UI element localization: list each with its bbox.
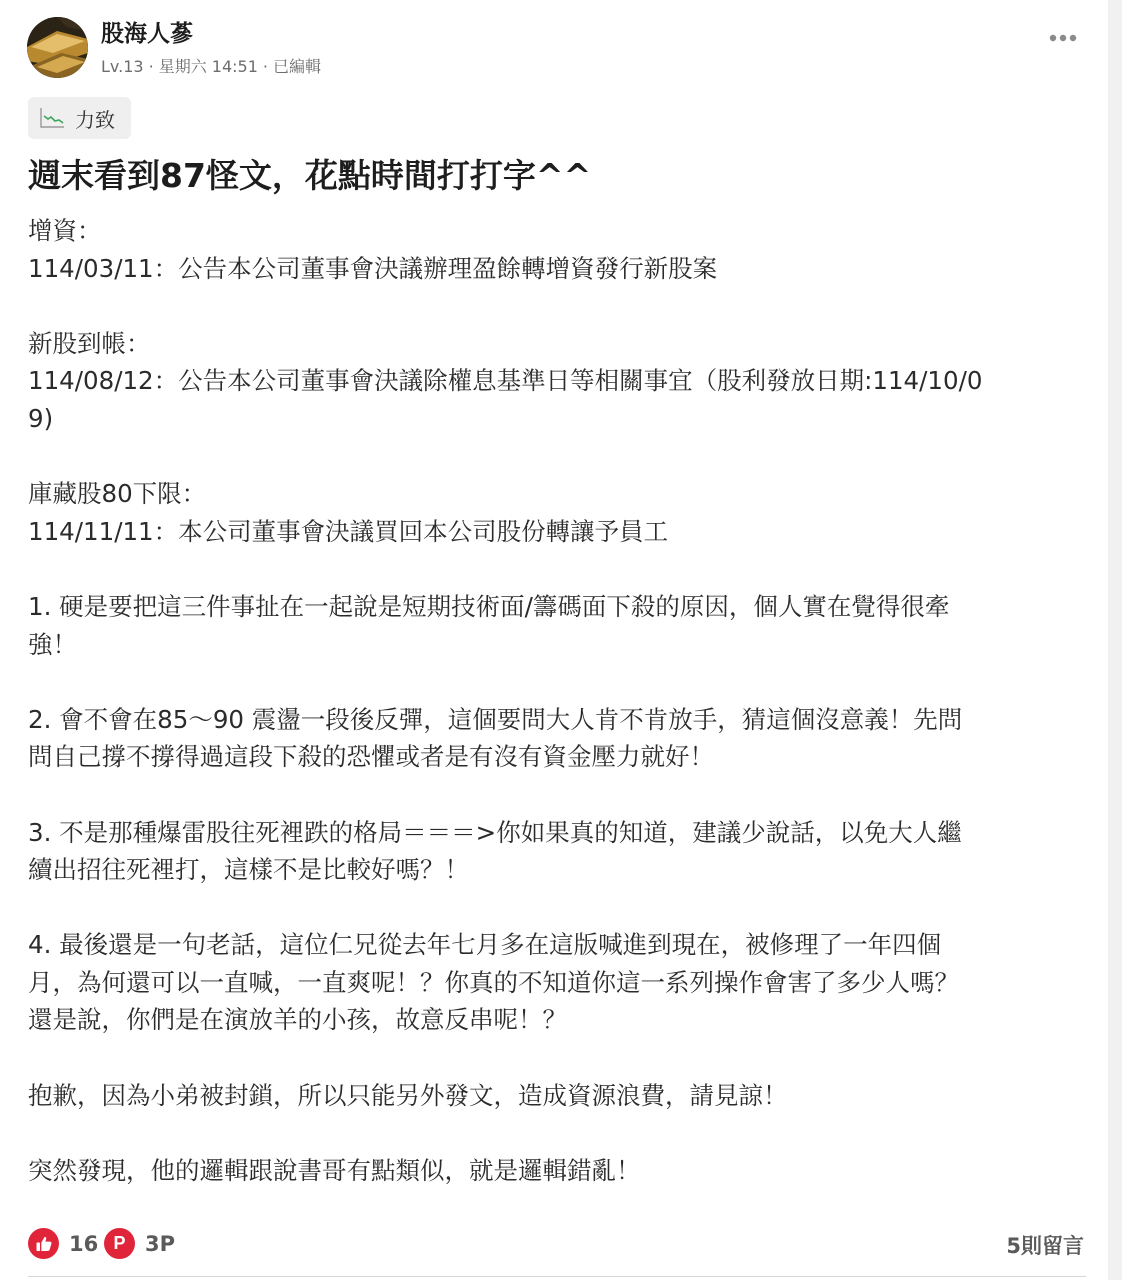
points-reaction[interactable] bbox=[104, 1228, 175, 1259]
body-text-line: 9) bbox=[28, 403, 54, 433]
body-text-line: 114/11/11：本公司董事會決議買回本公司股份轉讓予員工 bbox=[28, 516, 669, 546]
body-text-line: 114/03/11：公告本公司董事會決議辦理盈餘轉增資發行新股案 bbox=[28, 253, 718, 283]
comment-count-link[interactable]: 5則留言 bbox=[1006, 1234, 1084, 1258]
blank-line bbox=[28, 1039, 1078, 1077]
body-text-line: 4. 最後還是一句老話，這位仁兄從去年七月多在這版喊進到現在，被修理了一年四個 bbox=[28, 930, 942, 960]
more-options-button[interactable] bbox=[1045, 26, 1081, 50]
divider bbox=[28, 1276, 1086, 1277]
blank-line bbox=[28, 663, 1078, 701]
meta-separator: · bbox=[148, 57, 154, 76]
body-text-line: 2. 會不會在85～90 震盪一段後反彈，這個要問大人肯不肯放手，猜這個沒意義！先問 bbox=[28, 704, 963, 734]
more-horizontal-icon bbox=[1045, 26, 1081, 50]
like-count: 16 bbox=[69, 1231, 99, 1256]
post-title: 週末看到87怪文，花點時間打打字^^ bbox=[28, 156, 592, 195]
post-time: 星期六 14:51 bbox=[158, 57, 258, 76]
blank-line bbox=[28, 438, 1078, 476]
body-text-line: 強！ bbox=[28, 629, 77, 659]
post-body bbox=[28, 212, 1078, 1189]
blank-line bbox=[28, 1114, 1078, 1152]
body-text-line: 1. 硬是要把這三件事扯在一起說是短期技術面/籌碼面下殺的原因，個人實在覺得很牽 bbox=[28, 591, 950, 621]
blank-line bbox=[28, 889, 1078, 927]
body-text-line: 還是說，你們是在演放羊的小孩，故意反串呢！？ bbox=[28, 1005, 567, 1035]
blank-line bbox=[28, 287, 1078, 325]
body-text-line: 增資： bbox=[28, 216, 102, 245]
blank-line bbox=[28, 550, 1078, 588]
body-text-line: 月，為何還可以一直喊，一直爽呢！？你真的不知道你這一系列操作會害了多少人嗎？ bbox=[28, 967, 959, 997]
body-text-line: 突然發現，他的邏輯跟說書哥有點類似，就是邏輯錯亂！ bbox=[28, 1155, 641, 1185]
body-text-line: 續出招往死裡打，這樣不是比較好嗎？！ bbox=[28, 855, 469, 885]
author-level: Lv.13 bbox=[101, 57, 144, 76]
body-text-line: 新股到帳： bbox=[28, 328, 151, 358]
meta-separator: · bbox=[262, 57, 268, 76]
body-text-line: 3. 不是那種爆雷股往死裡跌的格局＝＝＝>你如果真的知道，建議少說話，以免大人繼 bbox=[28, 817, 962, 847]
post-footer bbox=[28, 1222, 1086, 1262]
body-text-line: 問自己撐不撐得過這段下殺的恐懼或者是有沒有資金壓力就好！ bbox=[28, 742, 714, 772]
stock-tag-chip[interactable] bbox=[28, 97, 131, 139]
thumbs-up-icon bbox=[28, 1228, 59, 1259]
author-name[interactable]: 股海人蔘 bbox=[101, 21, 193, 47]
points-count: 3P bbox=[145, 1231, 176, 1256]
like-reaction[interactable] bbox=[28, 1228, 98, 1259]
avatar-gold-bars-image bbox=[27, 17, 88, 78]
body-text-line: 114/08/12：公告本公司董事會決議除權息基準日等相關事宜（股利發放日期:114/10/0 bbox=[28, 366, 983, 396]
post-meta bbox=[101, 56, 321, 78]
edited-label: 已編輯 bbox=[272, 57, 321, 76]
stock-chart-icon bbox=[38, 106, 66, 130]
stock-tag-label: 力致 bbox=[75, 107, 115, 132]
body-text-line: 抱歉，因為小弟被封鎖，所以只能另外發文，造成資源浪費，請見諒！ bbox=[28, 1080, 788, 1110]
avatar[interactable] bbox=[27, 17, 88, 78]
p-coin-icon: P bbox=[104, 1228, 135, 1259]
blank-line bbox=[28, 776, 1078, 814]
body-text-line: 庫藏股80下限： bbox=[28, 479, 207, 509]
